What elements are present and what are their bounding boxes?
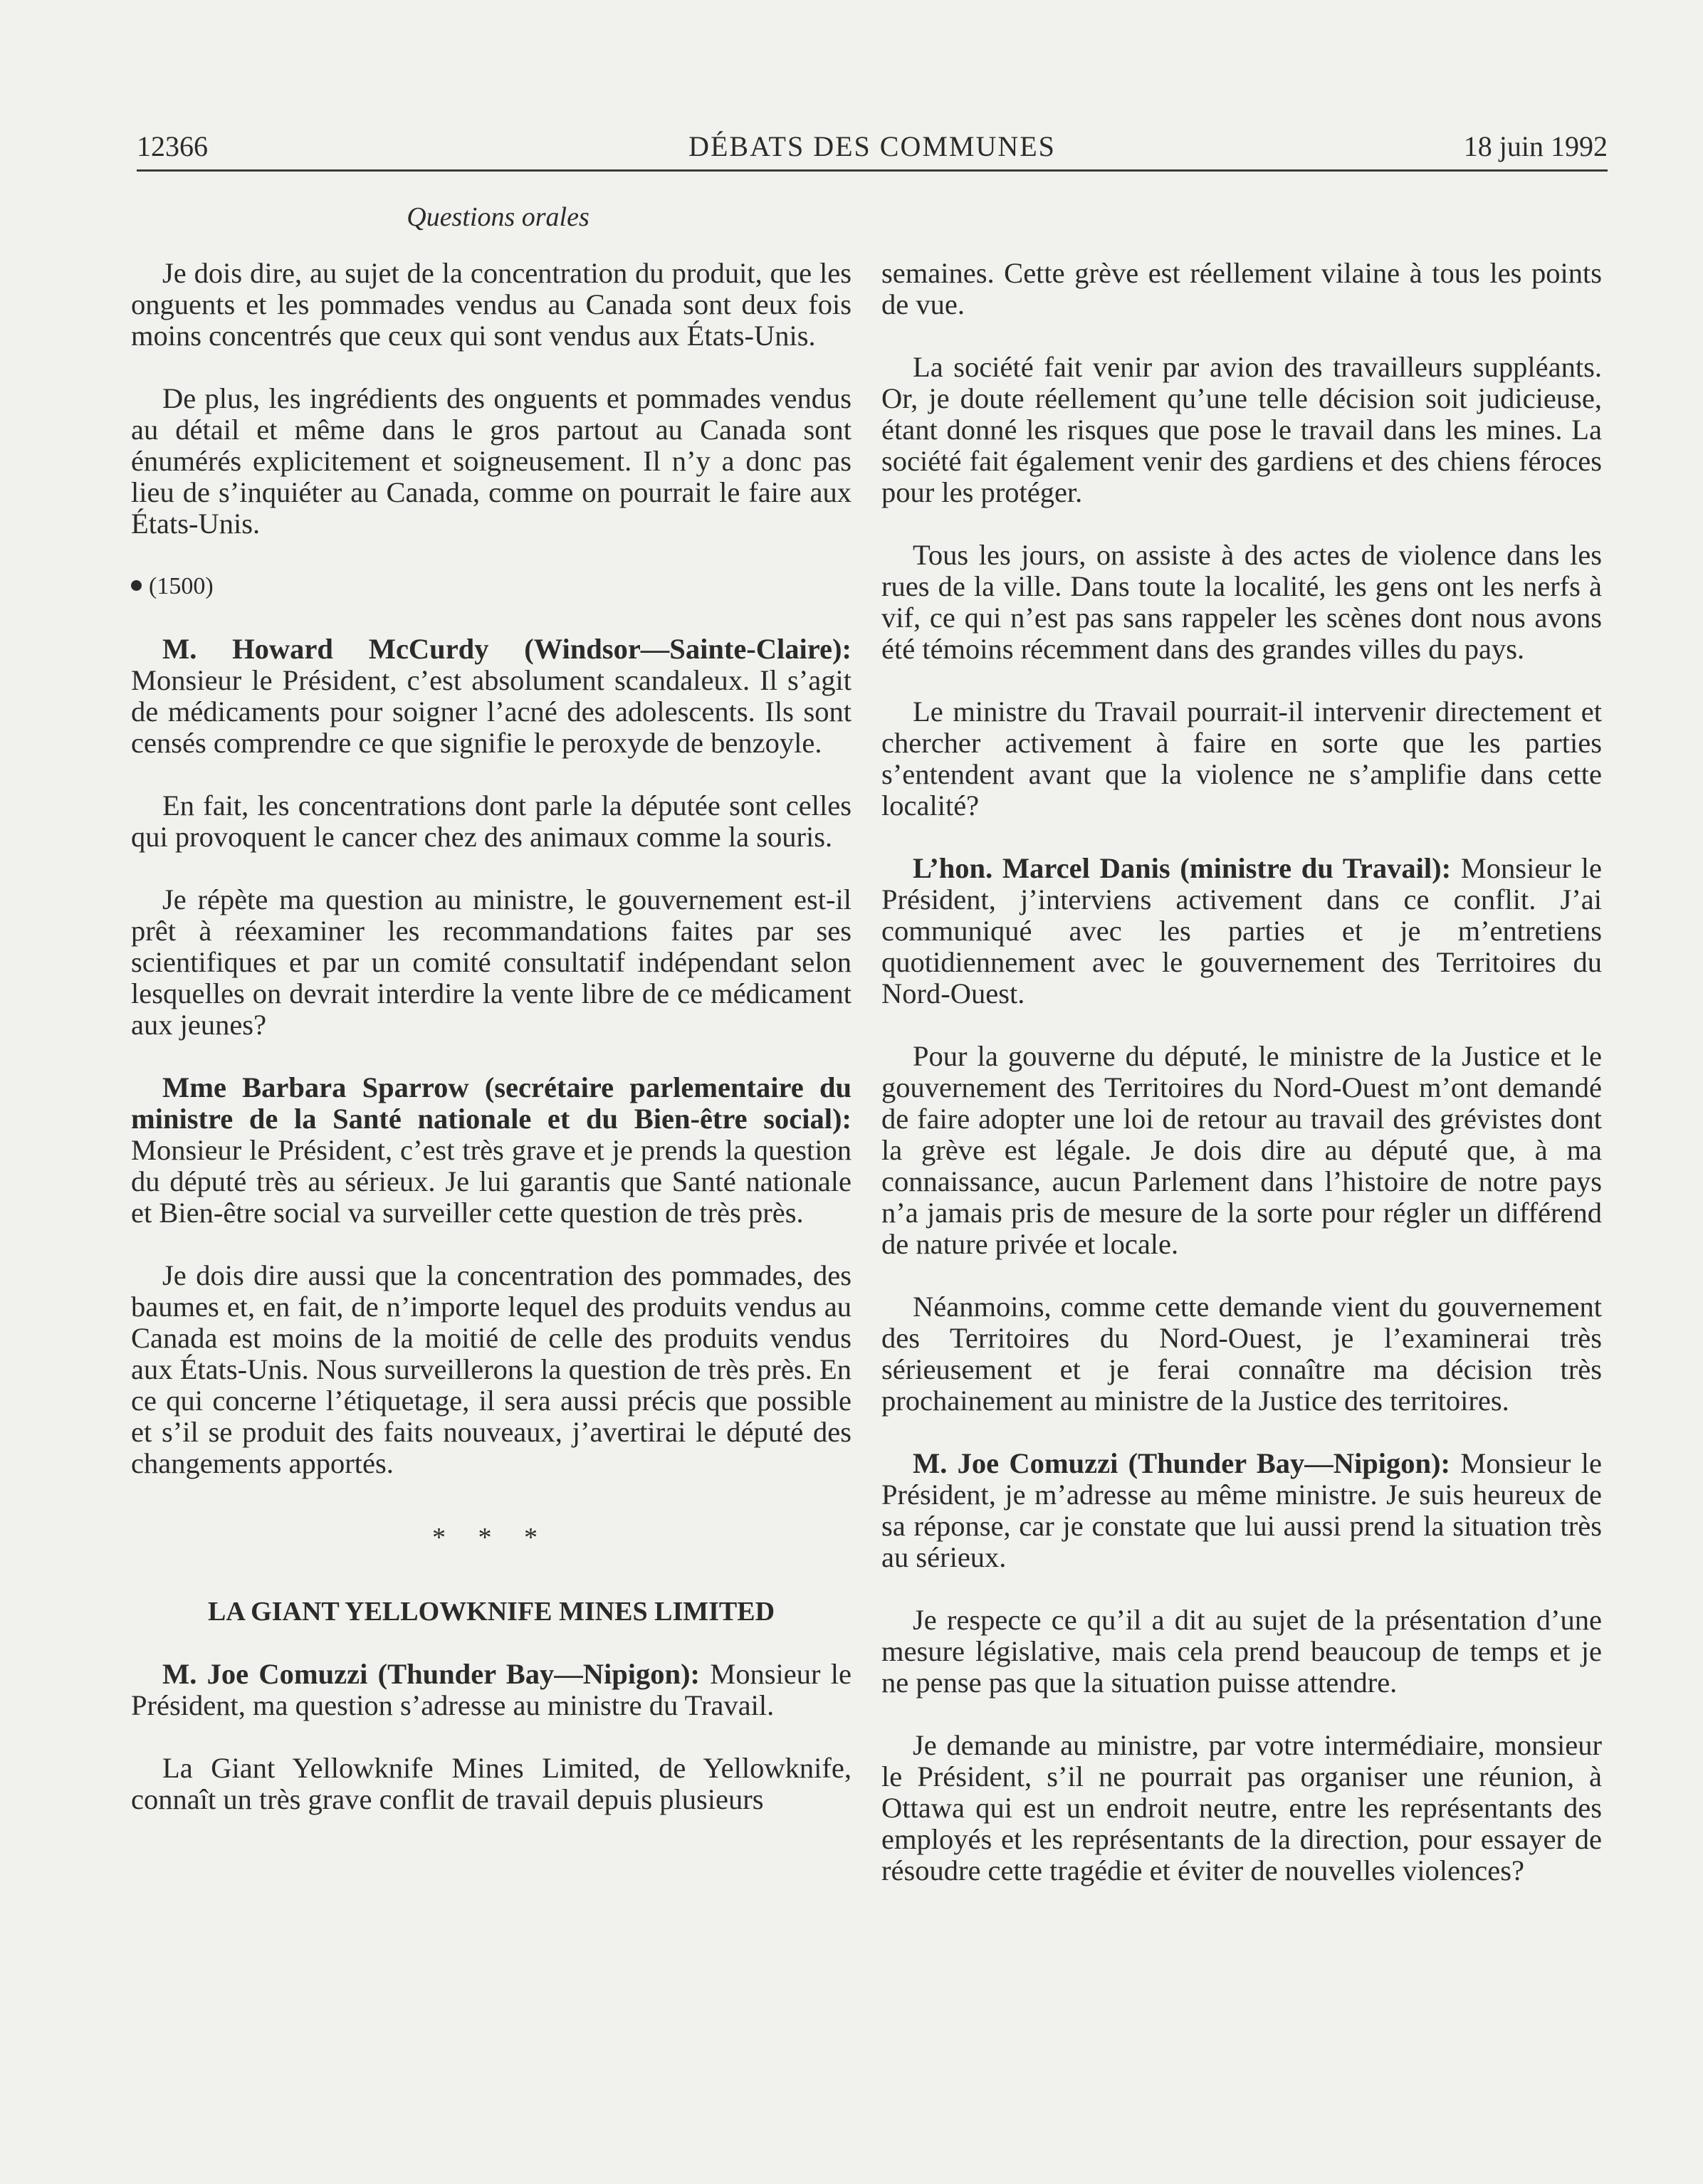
publication-title: DÉBATS DES COMMUNES <box>688 130 1056 162</box>
page-number: 12366 <box>137 130 208 162</box>
paragraph: Tous les jours, on assiste à des actes de violence dans les rues de la ville. Dans toute la localité, les gens ont les nerfs à vif, ce qui n’est pas sans rappeler les scènes dont nous avons été témoins récemment dans des grandes villes du pays. <box>881 539 1602 665</box>
header-rule <box>137 169 1608 172</box>
speaker-name: Mme Barbara Sparrow (secrétaire parlementaire du ministre de la Santé nationale et du Bien-être social): <box>131 1071 852 1135</box>
speech-text: Monsieur le Président, j’interviens activement dans ce conflit. J’ai communiqué avec les parties et je m’entretiens quotidiennement avec le gouvernement des Territoires du Nord-Ouest. <box>881 852 1602 1009</box>
speech-paragraph <box>881 1448 1602 1573</box>
paragraph: Je dois dire aussi que la concentration des pommades, des baumes et, en fait, de n’importe lequel des produits vendus au Canada est moins de la moitié de celle des produits vendus aux États-Unis. Nous surveillerons la question de très près. En ce qui concerne l’étiquetage, il sera aussi précis que possible et s’il se produit des faits nouveaux, j’avertirai le député des changements apportés. <box>131 1259 852 1479</box>
publication-date: 18 juin 1992 <box>1463 130 1608 162</box>
speech-paragraph <box>131 1659 852 1721</box>
paragraph: Le ministre du Travail pourrait-il intervenir directement et chercher activement à faire en sorte que les parties s’entendent avant que la violence ne s’amplifie dans cette localité? <box>881 695 1602 821</box>
paragraph: Je demande au ministre, par votre intermédiaire, monsieur le Président, s’il ne pourrait pas organiser une réunion, à Ottawa qui est un endroit neutre, entre les représentants des employés et les représentants de la direction, pour essayer de résoudre cette tragédie et éviter de nouvelles violences? <box>881 1729 1602 1886</box>
paragraph: Je dois dire, au sujet de la concentration du produit, que les onguents et les pommades vendus au Canada sont deux fois moins concentrés que ceux qui sont vendus aux États-Unis. <box>131 257 852 352</box>
paragraph: Pour la gouverne du député, le ministre de la Justice et le gouvernement des Territoires du Nord-Ouest m’ont demandé de faire adopter une loi de retour au travail des grévistes dont la grève est légale. Je dois dire au député que, à ma connaissance, aucun Parlement dans l’histoire de notre pays n’a jamais pris de mesure de la sorte pour régler un différend de nature privée et locale. <box>881 1040 1602 1260</box>
section-title: Questions orales <box>407 202 590 232</box>
speech-paragraph <box>131 1072 852 1229</box>
paragraph: Je répète ma question au ministre, le gouvernement est-il prêt à réexaminer les recommandations faites par ses scientifiques et par un comité consultatif indépendant selon lesquelles on devrait interdire la vente libre de ce médicament aux jeunes? <box>131 883 852 1041</box>
timestamp-text: (1500) <box>149 573 214 599</box>
paragraph: Je respecte ce qu’il a dit au sujet de la présentation d’une mesure législative, mais cela prend beaucoup de temps et je ne pense pas que la situation puisse attendre. <box>881 1604 1602 1699</box>
right-column <box>881 258 1602 1918</box>
speech-text: Monsieur le Président, c’est très grave et je prends la question du député très au sérieux. Je lui garantis que Santé nationale et Bien-être social va surveiller cette question de très près. <box>131 1134 852 1229</box>
topic-heading: LA GIANT YELLOWKNIFE MINES LIMITED <box>207 1597 775 1627</box>
left-column <box>131 258 852 1847</box>
speaker-name: M. Joe Comuzzi (Thunder Bay—Nipigon): <box>913 1447 1450 1479</box>
paragraph: Néanmoins, comme cette demande vient du gouvernement des Territoires du Nord-Ouest, je l’examinerai très sérieusement et je ferai connaître ma décision très prochainement au ministre de la Justice des territoires. <box>881 1291 1602 1417</box>
speech-paragraph <box>881 853 1602 1009</box>
paragraph: semaines. Cette grève est réellement vilaine à tous les points de vue. <box>881 257 1602 320</box>
speaker-name: L’hon. Marcel Danis (ministre du Travail): <box>913 852 1452 884</box>
paragraph: La Giant Yellowknife Mines Limited, de Yellowknife, connaît un très grave conflit de travail depuis plusieurs <box>131 1752 852 1815</box>
speaker-name: M. Joe Comuzzi (Thunder Bay—Nipigon): <box>162 1658 700 1690</box>
bullet-icon <box>131 580 142 591</box>
paragraph: De plus, les ingrédients des onguents et pommades vendus au détail et même dans le gros partout au Canada sont énumérés explicitement et soigneusement. Il n’y a donc pas lieu de s’inquiéter au Canada, comme on pourrait le faire aux États-Unis. <box>131 382 852 540</box>
speech-paragraph <box>131 634 852 759</box>
section-separator: * * * <box>432 1523 550 1553</box>
timestamp <box>131 571 852 602</box>
page-header <box>137 127 1608 171</box>
speech-text: Monsieur le Président, je m’adresse au même ministre. Je suis heureux de sa réponse, car je constate que lui aussi prend la situation très au sérieux. <box>881 1447 1603 1573</box>
speech-text: Monsieur le Président, ma question s’adresse au ministre du Travail. <box>131 1658 852 1721</box>
speaker-name: M. Howard McCurdy (Windsor—Sainte-Claire): <box>162 633 852 665</box>
paragraph: En fait, les concentrations dont parle la députée sont celles qui provoquent le cancer chez des animaux comme la souris. <box>131 789 852 853</box>
speech-text: Monsieur le Président, c’est absolument scandaleux. Il s’agit de médicaments pour soigner l’acné des adolescents. Ils sont censés comprendre ce que signifie le peroxyde de benzoyle. <box>131 664 852 759</box>
paragraph: La société fait venir par avion des travailleurs suppléants. Or, je doute réellement qu’une telle décision soit judicieuse, étant donné les risques que pose le travail dans les mines. La société fait également venir des gardiens et des chiens féroces pour les protéger. <box>881 351 1602 508</box>
